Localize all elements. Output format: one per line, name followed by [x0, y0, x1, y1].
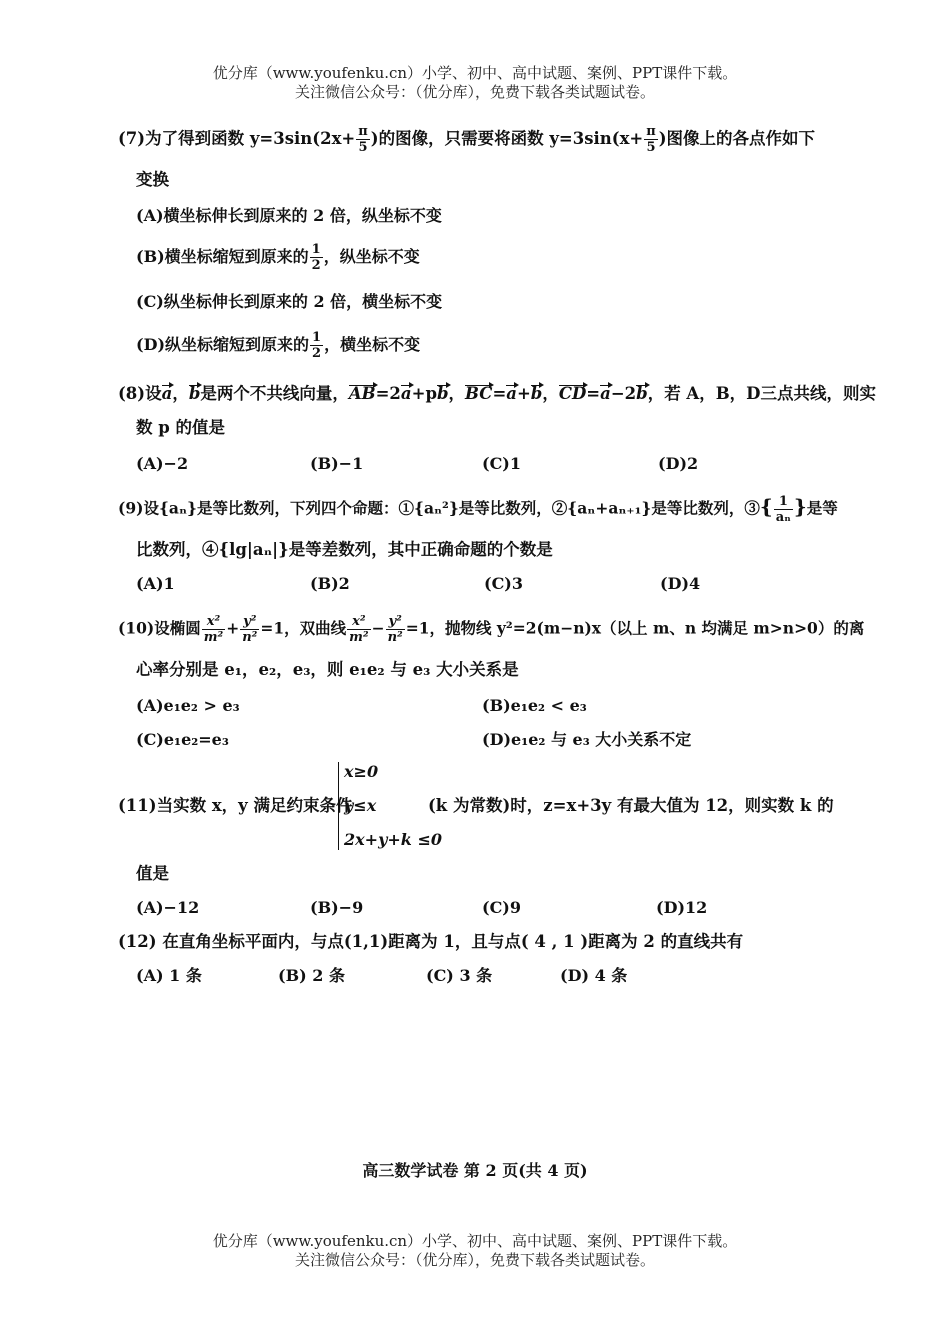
q12-option-c: (C) 3 条 [426, 966, 493, 985]
question-8-stem: (8)设a，b是两个不共线向量，AB=2a+pb，BC=a+b，CD=a−2b，若 A，B，D三点共线，则实 [118, 384, 876, 403]
question-10-stem: (10)设椭圆 $\frac{\text{x²}}{\text{m²}}$ + $\frac{\text{y²}}{\text{n²}}$ =1，双曲线 $\frac{\text{x²}}{\text{m²}}$ − $\frac{\text{y²}}{\text{n²}}$ =1，抛物线 y²=2(m−n)x（以上 m、n 均满足 m>n>0）的离 [118, 614, 865, 645]
watermark-header-line1: 优分库（www.youfenku.cn）小学、初中、高中试题、案例、PPT课件下载。 [212, 64, 738, 82]
q7-option-c: (C)纵坐标伸长到原来的 2 倍，横坐标不变 [136, 292, 443, 311]
q9-option-d: (D)4 [660, 574, 701, 593]
q8-option-c: (C)1 [482, 454, 522, 473]
q11-constraint-2: y≤x [344, 796, 377, 815]
q12-option-d: (D) 4 条 [560, 966, 628, 985]
question-8-stem-line2: 数 p 的值是 [136, 418, 226, 437]
q10-option-d: (D)e₁e₂ 与 e₃ 大小关系不定 [482, 730, 692, 749]
q10-option-c: (C)e₁e₂=e₃ [136, 730, 229, 749]
q11-constraint-1: x≥0 [344, 762, 379, 781]
question-7-stem: (7)为了得到函数 y=3sin(2x+ $\frac{\pi}{5}$ )的图像，只需要将函数 y=3sin(x+ $\frac{\pi}{5}$ )图像上的各点作如下 [118, 124, 816, 155]
q12-option-a: (A) 1 条 [136, 966, 202, 985]
question-10-stem-line2: 心率分别是 e₁，e₂，e₃，则 e₁e₂ 与 e₃ 大小关系是 [136, 660, 519, 679]
question-11-tail: (k 为常数)时，z=x+3y 有最大值为 12，则实数 k 的 [428, 796, 834, 815]
q8-option-b: (B)−1 [310, 454, 364, 473]
watermark-footer-line1: 优分库（www.youfenku.cn）小学、初中、高中试题、案例、PPT课件下载。 [212, 1232, 738, 1250]
q9-option-a: (A)1 [136, 574, 175, 593]
q11-option-a: (A)−12 [136, 898, 200, 917]
watermark-header-line2: 关注微信公众号：（优分库），免费下载各类试题试卷。 [294, 83, 655, 101]
q9-option-b: (B)2 [310, 574, 350, 593]
watermark-footer-line2: 关注微信公众号：（优分库），免费下载各类试题试卷。 [294, 1251, 655, 1269]
page-footer: 高三数学试卷 第 2 页(共 4 页) [362, 1161, 588, 1180]
q9-option-c: (C)3 [484, 574, 524, 593]
q7-fraction-2: $\frac{\pi}{5}$ [646, 124, 656, 155]
question-12-stem: (12) 在直角坐标平面内，与点(1,1)距离为 1，且与点( 4 , 1 )距离为 2 的直线共有 [118, 932, 744, 951]
q11-option-d: (D)12 [656, 898, 708, 917]
q11-option-c: (C)9 [482, 898, 522, 917]
question-9-stem: (9)设{aₙ}是等比数列，下列四个命题：①{aₙ²}是等比数列，②{aₙ+aₙ₊₁}是等比数列，③{ $\frac{1}{\text{aₙ}}$ }是等 [118, 494, 838, 525]
question-11-lead: (11)当实数 x，y 满足约束条件 [118, 796, 353, 815]
q10-option-b: (B)e₁e₂ < e₃ [482, 696, 587, 715]
question-11-stem-line2: 值是 [136, 864, 169, 883]
q7-option-a: (A)横坐标伸长到原来的 2 倍，纵坐标不变 [136, 206, 442, 225]
q11-option-b: (B)−9 [310, 898, 364, 917]
q7-option-b: (B)横坐标缩短到原来的 $\frac{1}{2}$ ，纵坐标不变 [136, 242, 420, 273]
q11-constraint-3: 2x+y+k ≤0 [344, 830, 442, 849]
q7-fraction-1: $\frac{\pi}{5}$ [358, 124, 368, 155]
q12-option-b: (B) 2 条 [278, 966, 345, 985]
question-7-stem-line2: 变换 [136, 170, 169, 189]
q7-option-d: (D)纵坐标缩短到原来的 $\frac{1}{2}$ ，横坐标不变 [136, 330, 421, 361]
q8-option-a: (A)−2 [136, 454, 189, 473]
q10-option-a: (A)e₁e₂ > e₃ [136, 696, 240, 715]
question-9-stem-line2: 比数列，④{lg|aₙ|}是等差数列，其中正确命题的个数是 [136, 540, 553, 559]
q8-option-d: (D)2 [658, 454, 699, 473]
